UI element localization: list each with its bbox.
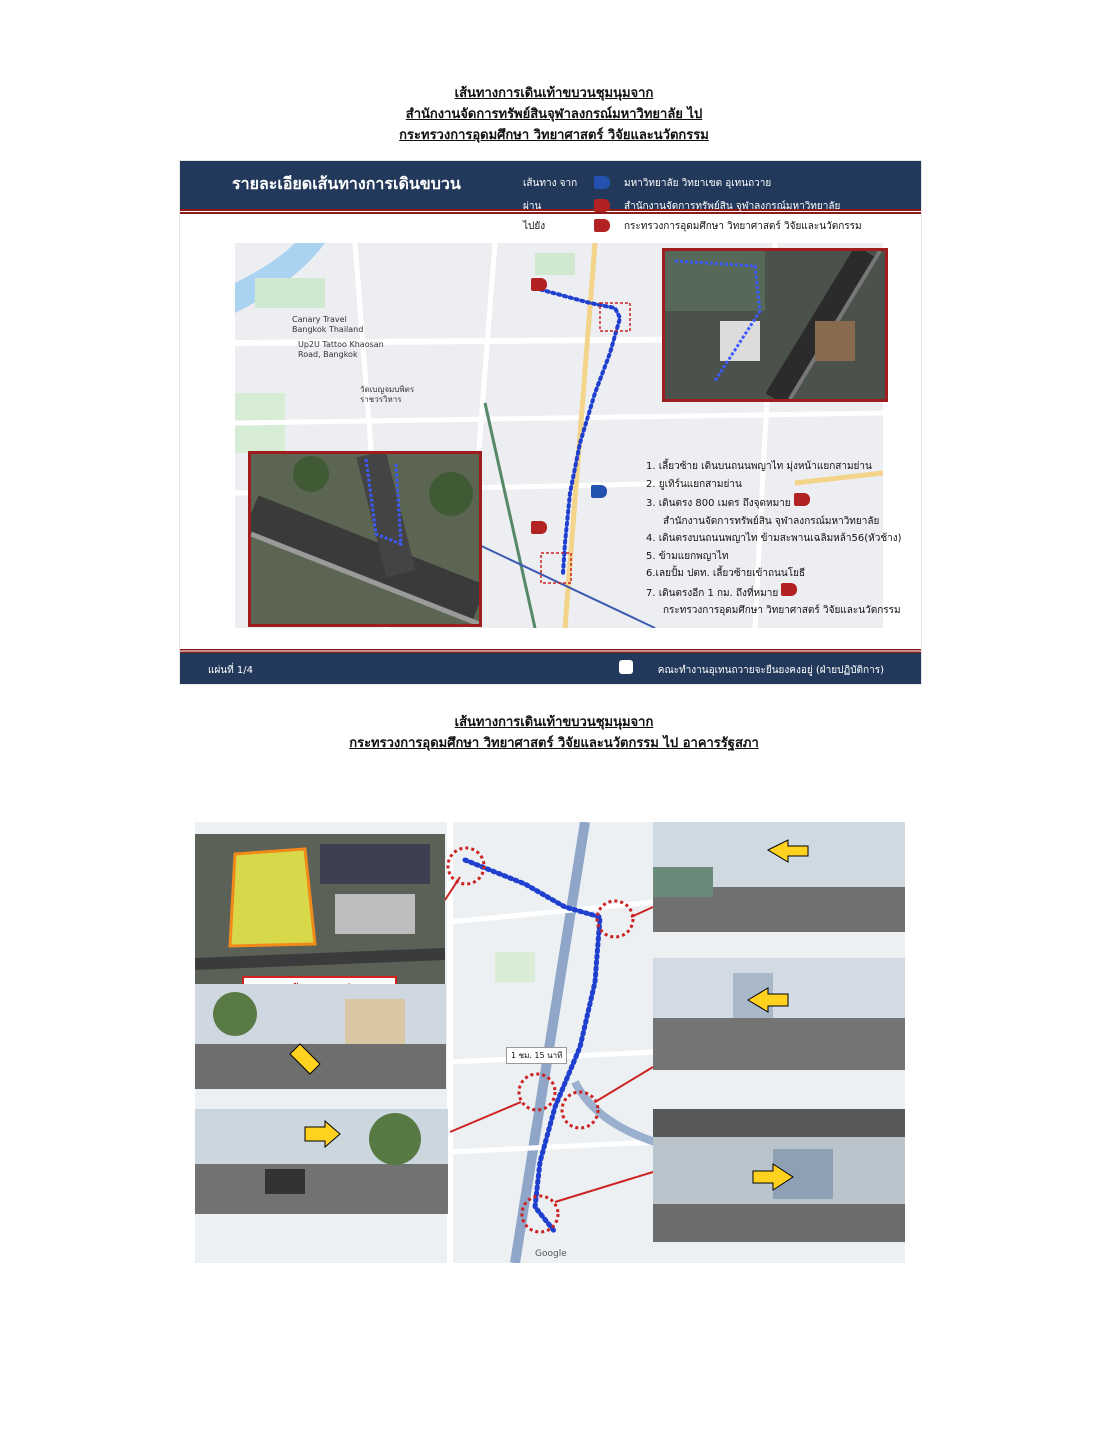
map-label-tattoo2: Road, Bangkok xyxy=(298,350,358,359)
red-flag-icon xyxy=(594,199,610,213)
satellite-inset-uturn xyxy=(248,451,482,627)
heading2-line2: กระทรวงการอุดมศึกษา วิทยาศาสตร์ วิจัยและนวัตกรรม ไป อาคารรัฐสภา xyxy=(349,736,759,751)
heading1-line2: สำนักงานจัดการทรัพย์สินจุฬาลงกรณ์มหาวิทยาลัย ไป xyxy=(405,107,703,122)
footer-stripe xyxy=(180,649,921,653)
map-label-canary2: Bangkok Thailand xyxy=(292,325,364,334)
map-label-tattoo: Up2U Tattoo Khaosan xyxy=(298,340,384,349)
sheet-footer xyxy=(180,649,921,684)
blue-flag-icon xyxy=(591,483,607,502)
step-item: 2. ยูเทิร์นแยกสามย่าน xyxy=(646,478,742,490)
heading2-line1: เส้นทางการเดินเท้าขบวนชุมนุมจาก xyxy=(454,715,654,730)
banner-title: รายละเอียดเส้นทางการเดินขบวน xyxy=(232,174,461,193)
route-key: ไปยัง xyxy=(523,221,546,232)
step-item: 5. ข้ามแยกพญาไท xyxy=(646,550,729,562)
heading1-line3: กระทรวงการอุดมศึกษา วิทยาศาสตร์ วิจัยและนวัตกรรม xyxy=(399,128,709,143)
route-key: ผ่าน xyxy=(523,201,542,212)
red-flag-icon xyxy=(531,519,547,538)
map-label-temple: วัดเบญจมบพิตร xyxy=(360,385,415,394)
route-row-via xyxy=(180,199,921,213)
step-item xyxy=(646,583,921,603)
satellite-image xyxy=(251,454,479,624)
street-photo-right-3 xyxy=(653,1109,905,1242)
blue-flag-icon xyxy=(594,176,610,190)
step-item: 6.เลยปั้ม ปตท. เลี้ยวซ้ายเข้าถนนโยธี xyxy=(646,568,806,579)
red-flag-icon xyxy=(531,276,547,295)
street-photo-destination xyxy=(195,984,446,1089)
map-label-canary: Canary Travel xyxy=(292,315,347,324)
heading1-line1: เส้นทางการเดินเท้าขบวนชุมนุมจาก xyxy=(454,86,654,101)
route-value: สำนักงานจัดการทรัพย์สิน จุฬาลงกรณ์มหาวิทยาลัย xyxy=(624,201,841,212)
route-key: เส้นทาง จาก xyxy=(523,178,578,189)
org-logo-icon xyxy=(619,660,633,674)
route-steps xyxy=(646,458,921,620)
sheet-number: แผ่นที่ 1/4 xyxy=(208,665,254,676)
page1-heading xyxy=(0,83,1108,146)
route-row-to xyxy=(180,219,921,233)
red-flag-icon xyxy=(781,583,797,596)
satellite-inset-start xyxy=(662,248,888,402)
route-value: กระทรวงการอุดมศึกษา วิทยาศาสตร์ วิจัยและนวัตกรรม xyxy=(624,221,862,232)
page2-heading xyxy=(0,712,1108,754)
google-attribution: Google xyxy=(535,1249,567,1259)
step-item: กระทรวงการอุดมศึกษา วิทยาศาสตร์ วิจัยและนวัตกรรม xyxy=(663,605,901,616)
step-item: 1. เลี้ยวซ้าย เดินบนถนนพญาไท มุ่งหน้าแยกสามย่าน xyxy=(646,461,872,472)
satellite-image xyxy=(665,251,885,399)
route-value: มหาวิทยาลัย วิทยาเขต อุเทนถวาย xyxy=(624,178,772,189)
satellite-photo-parliament xyxy=(195,834,445,986)
step-item xyxy=(646,493,921,513)
step-text: 3. เดินตรง 800 เมตร ถึงจุดหมาย xyxy=(646,498,791,509)
footer-organization: คณะทำงานอุเทนถวายจะยืนยงคงอยู่ (ฝ่ายปฏิบัติการ) xyxy=(657,665,884,676)
street-photo-right-2 xyxy=(653,958,905,1070)
red-flag-icon xyxy=(594,219,610,233)
route-detail-sheet xyxy=(180,161,921,684)
route-map-2[interactable] xyxy=(195,822,905,1263)
map-label-temple2: ราชวรวิหาร xyxy=(360,395,402,404)
step-item: สำนักงานจัดการทรัพย์สิน จุฬาลงกรณ์มหาวิทยาลัย xyxy=(663,515,880,527)
street-photo-left xyxy=(195,1109,448,1214)
street-photo-right-1 xyxy=(653,822,905,932)
walk-time-label: 1 ชม. 15 นาที xyxy=(506,1047,567,1064)
step-text: 7. เดินตรงอีก 1 กม. ถึงที่หมาย xyxy=(646,587,779,599)
step-item: 4. เดินตรงบนถนนพญาไท ข้ามสะพานเฉลิมหล้า56(หัวช้าง) xyxy=(646,533,902,544)
red-flag-icon xyxy=(794,493,810,506)
